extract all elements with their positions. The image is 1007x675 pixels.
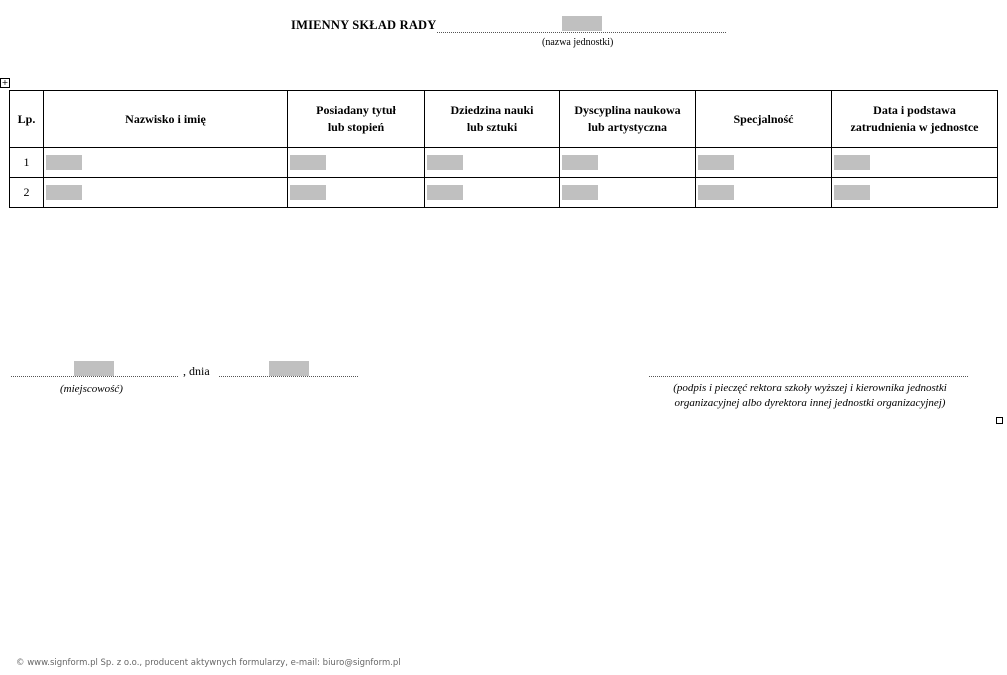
specialty-input[interactable] (698, 185, 734, 200)
cell-specialty (696, 178, 832, 208)
cell-name (44, 148, 288, 178)
resize-handle-icon[interactable] (996, 417, 1003, 424)
date-input[interactable] (269, 361, 309, 376)
name-input[interactable] (46, 155, 82, 170)
field-input[interactable] (427, 155, 463, 170)
cell-employment (832, 178, 998, 208)
unit-name-input[interactable] (562, 16, 602, 31)
degree-input[interactable] (290, 155, 326, 170)
date-label: , dnia (183, 364, 210, 378)
place-input[interactable] (74, 361, 114, 376)
employment-input[interactable] (834, 185, 870, 200)
cell-specialty (696, 148, 832, 178)
row-number: 1 (10, 148, 44, 178)
degree-input[interactable] (290, 185, 326, 200)
table-row (10, 148, 998, 178)
column-header-lp: Lp. (10, 91, 44, 148)
column-header-specialty: Specjalność (696, 91, 832, 148)
table-header-row (10, 91, 998, 148)
page-title: IMIENNY SKŁAD RADY (291, 18, 437, 32)
employment-input[interactable] (834, 155, 870, 170)
specialty-input[interactable] (698, 155, 734, 170)
column-header-name: Nazwisko i imię (44, 91, 288, 148)
cell-degree (288, 178, 425, 208)
cell-field (425, 148, 560, 178)
footer-copyright: © www.signform.pl Sp. z o.o., producent aktywnych formularzy, e-mail: biuro@signform.pl (16, 658, 401, 668)
title-row (291, 16, 731, 36)
column-header-employment: Data i podstawa zatrudnienia w jednostce (832, 91, 998, 148)
column-header-degree: Posiadany tytuł lub stopień (288, 91, 425, 148)
cell-degree (288, 148, 425, 178)
unit-name-caption: (nazwa jednostki) (542, 37, 614, 48)
cell-field (425, 178, 560, 208)
discipline-input[interactable] (562, 185, 598, 200)
table-row (10, 178, 998, 208)
place-line (11, 376, 178, 377)
column-header-field: Dziedzina nauki lub sztuki (425, 91, 560, 148)
discipline-input[interactable] (562, 155, 598, 170)
row-number: 2 (10, 178, 44, 208)
cell-name (44, 178, 288, 208)
name-input[interactable] (46, 185, 82, 200)
cell-discipline (560, 148, 696, 178)
signature-caption: (podpis i pieczęć rektora szkoły wyższej i kierownika jednostki organizacyjnej albo dyrektora innej jednostki organizacyjnej) (673, 382, 947, 409)
date-line (219, 376, 358, 377)
signature-line (649, 376, 968, 377)
column-header-discipline: Dyscyplina naukowa lub artystyczna (560, 91, 696, 148)
members-table (9, 90, 998, 208)
place-caption: (miejscowość) (60, 383, 123, 395)
field-input[interactable] (427, 185, 463, 200)
cell-employment (832, 148, 998, 178)
cell-discipline (560, 178, 696, 208)
table-move-handle-icon[interactable]: + (1, 78, 9, 87)
unit-name-line (437, 32, 726, 33)
